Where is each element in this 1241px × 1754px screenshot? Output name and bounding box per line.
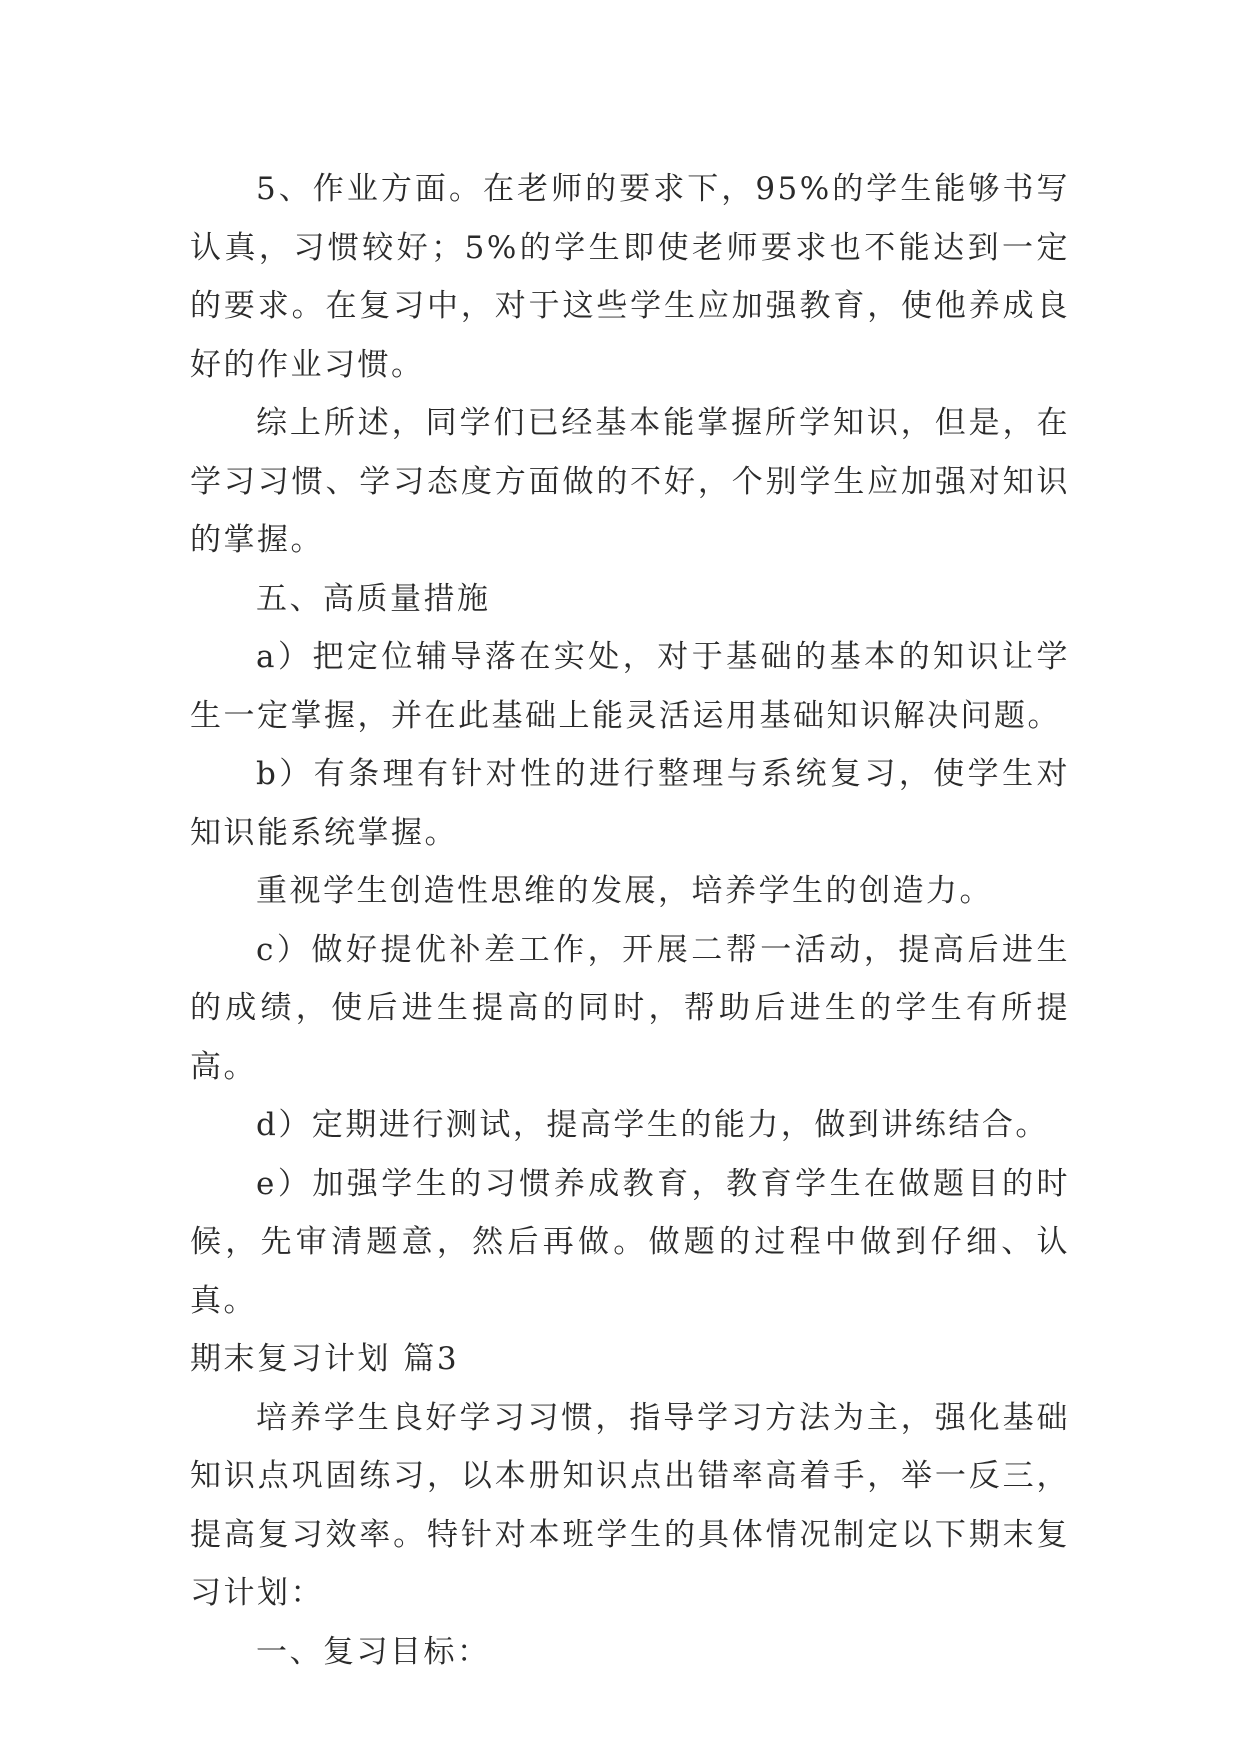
section-heading-measures: 五、高质量措施 — [256, 580, 491, 617]
paragraph-homework: 5、作业方面。在老师的要求下，95%的学生能够书写认真，习惯较好；5%的学生即使老师要求也不能达到一定的要求。在复习中，对于这些学生应加强教育，使他养成良好的作业习惯。 — [190, 171, 1070, 383]
paragraph-intro-part3: 培养学生良好学习习惯，指导学习方法为主，强化基础知识点巩固练习，以本册知识点出错率高着手，举一反三，提高复习效率。特针对本班学生的具体情况制定以下期末复习计划： — [190, 1399, 1070, 1611]
paragraph-summary: 综上所述，同学们已经基本能掌握所学知识，但是，在学习习惯、学习态度方面做的不好，个别学生应加强对知识的掌握。 — [190, 405, 1070, 558]
paragraph-creativity: 重视学生创造性思维的发展，培养学生的创造力。 — [256, 873, 993, 909]
section-heading-goals: 一、复习目标： — [256, 1633, 491, 1670]
measure-item-d: d）定期进行测试，提高学生的能力，做到讲练结合。 — [256, 1107, 1049, 1143]
measure-item-c: c）做好提优补差工作，开展二帮一活动，提高后进生的成绩，使后进生提高的同时，帮助后进生的学生有所提高。 — [190, 931, 1070, 1085]
measure-item-a: a）把定位辅导落在实处，对于基础的基本的知识让学生一定掌握，并在此基础上能灵活运用基础知识解决问题。 — [190, 639, 1070, 734]
article-title-part3: 期末复习计划 篇3 — [190, 1341, 460, 1377]
measure-item-e: e）加强学生的习惯养成教育，教育学生在做题目的时候，先审清题意，然后再做。做题的过程中做到仔细、认真。 — [190, 1165, 1070, 1319]
document-body — [190, 160, 1070, 1681]
measure-item-b: b）有条理有针对性的进行整理与系统复习，使学生对知识能系统掌握。 — [190, 756, 1070, 851]
